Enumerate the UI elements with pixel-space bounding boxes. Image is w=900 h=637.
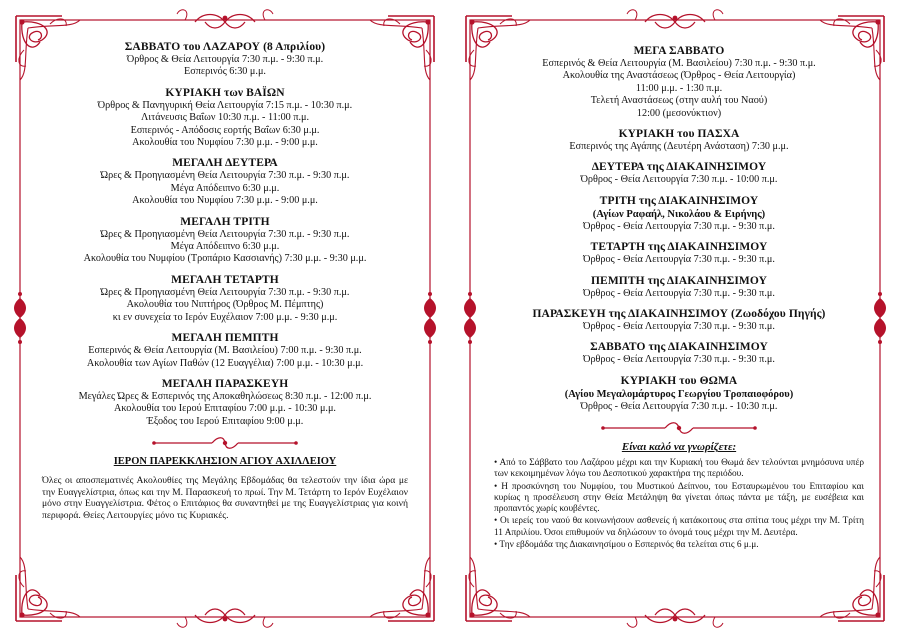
service-line: Λιτάνευσις Βαΐων 10:30 π.μ. - 11:00 π.μ. [140, 112, 310, 124]
right-page [450, 0, 900, 637]
service-line: Εσπερινός & Θεία Λειτουργία (Μ. Βασιλείου) 7:00 π.μ. - 9:30 π.μ. [88, 345, 362, 357]
day-block [494, 307, 864, 333]
day-title: ΤΕΤΑΡΤΗ της ΔΙΑΚΑΙΝΗΣΙΜΟΥ [590, 241, 768, 254]
service-line: Ώρες & Προηγιασμένη Θεία Λειτουργία 7:30 π.μ. - 9:30 π.μ. [100, 170, 350, 182]
day-block [494, 240, 864, 266]
service-line: Μέγα Απόδειπνο 6:30 μ.μ. [170, 241, 280, 253]
day-title: ΣΑΒΒΑΤΟ του ΛΑΖΑΡΟΥ (8 Απριλίου) [124, 41, 326, 53]
service-line: Όρθρος - Θεία Λειτουργία 7:30 π.μ. - 10:30 π.μ. [580, 400, 778, 412]
day-title: ΠΑΡΑΣΚΕΥΗ της ΔΙΑΚΑΙΝΗΣΙΜΟΥ (Ζωοδόχου Πηγής) [532, 308, 826, 321]
day-title: ΚΥΡΙΑΚΗ των ΒΑΪΩΝ [165, 86, 285, 99]
service-line: Όρθρος - Θεία Λειτουργία 7:30 π.μ. - 9:30 π.μ. [583, 254, 775, 266]
service-line: Όρθρος - Θεία Λειτουργία 7:30 π.μ. - 10:00 π.μ. [580, 174, 778, 186]
divider-ornament [150, 436, 300, 450]
day-title: ΔΕΥΤΕΡΑ της ΔΙΑΚΑΙΝΗΣΙΜΟΥ [591, 161, 767, 174]
info-title: Είναι καλό να γνωρίζετε: [621, 441, 737, 454]
day-title: ΜΕΓΑΛΗ ΤΕΤΑΡΤΗ [171, 273, 279, 286]
day-title: ΜΕΓΑΛΗ ΤΡΙΤΗ [180, 215, 270, 228]
service-line: Εσπερινός & Θεία Λειτουργία (Μ. Βασιλείου) 7:30 π.μ. - 9:30 π.μ. [542, 58, 816, 69]
info-item: • Οι ιερείς του ναού θα κοινωνήσουν ασθενείς ή κατάκοιτους στα σπίτια τους μέχρι την Μ. Τρίτη 11 Απριλίου. Όσοι επιθυμούν να δηλώσουν το όνομά τους μέχρι την Μ. Δευτέρα. [494, 516, 864, 538]
day-block [494, 127, 864, 153]
day-list [40, 40, 410, 428]
service-line: Ώρες & Προηγιασμένη Θεία Λειτουργία 7:30 π.μ. - 9:30 π.μ. [100, 286, 350, 298]
day-block [40, 156, 410, 207]
day-block [40, 331, 410, 370]
divider-ornament [599, 421, 759, 435]
chapel-text: Όλες οι αποσπεματινές Ακολουθίες της Μεγάλης Εβδομάδας θα τελεστούν την ίδια ώρα με την Ευαγγελίστρια, όπως και την Μ. Παρασκευή το πρωί. Την Μ. Τετάρτη το Ιερόν Ευχέλαιον μόνο στην Ευαγγελίστρια. Φέτος ο Επιτάφιος θα συναντηθεί με της Ευαγγελίστριας για κοινή περιφορά. Θείες Λειτουργίες μόνο τις Κυριακές. [42, 475, 408, 521]
service-line: Ακολουθία του Ιερού Επιταφίου 7:00 μ.μ. - 10:30 μ.μ. [114, 403, 336, 415]
service-line: Ακολουθία του Νιπτήρος (Όρθρος Μ. Πέμπτης) [126, 299, 324, 311]
service-line: Ακολουθία του Νυμφίου (Τροπάριο Κασσιανής) 7:30 μ.μ. - 9:30 μ.μ. [83, 253, 367, 265]
info-item: • Την εβδομάδα της Διακαινησίμου ο Εσπερινός θα τελείται στις 6 μ.μ. [494, 539, 759, 550]
day-block [494, 194, 864, 233]
service-line: Ακολουθία της Αναστάσεως (Όρθρος - Θεία Λειτουργία) [562, 70, 796, 82]
day-title: ΜΕΓΑΛΗ ΔΕΥΤΕΡΑ [172, 157, 278, 170]
day-block [40, 273, 410, 324]
day-block [40, 86, 410, 150]
service-line: Εσπερινός της Αγάπης (Δευτέρη Ανάσταση) 7:30 μ.μ. [569, 141, 789, 153]
chapel-title: ΙΕΡΟΝ ΠΑΡΕΚΚΛΗΣΙΟΝ ΑΓΙΟΥ ΑΧΙΛΛΕΙΟΥ [113, 456, 337, 468]
info-item: • Από το Σάββατο του Λαζάρου μέχρι και την Κυριακή του Θωμά δεν τελούνται μνημόσυνα υπέρ των κεκοιμημένων λόγω του Δεσποτικού χαρακτήρα της περιόδου. [494, 458, 864, 480]
service-line: Όρθρος - Θεία Λειτουργία 7:30 π.μ. - 9:30 π.μ. [583, 287, 775, 299]
day-subtitle: (Αγίου Μεγαλομάρτυρος Γεωργίου Τροπαιοφόρου) [564, 388, 794, 400]
left-schedule [40, 40, 410, 522]
service-line: 12:00 (μεσονύκτιον) [636, 107, 722, 119]
day-block [494, 340, 864, 366]
day-block [40, 377, 410, 428]
day-title: ΣΑΒΒΑΤΟ της ΔΙΑΚΑΙΝΗΣΙΜΟΥ [590, 341, 768, 354]
day-title: ΠΕΜΠΤΗ της ΔΙΑΚΑΙΝΗΣΙΜΟΥ [591, 274, 767, 287]
service-line: Ακολουθία των Αγίων Παθών (12 Ευαγγέλια) 7:00 μ.μ. - 10:30 μ.μ. [86, 357, 364, 369]
right-schedule [494, 44, 864, 552]
day-block [40, 215, 410, 266]
day-block [40, 40, 410, 79]
service-line: Ακολουθία του Νυμφίου 7:30 μ.μ. - 9:00 μ.μ. [132, 137, 318, 149]
service-line: Εσπερινός - Απόδοσις εορτής Βαΐων 6:30 μ.μ. [130, 124, 320, 136]
service-line: Ώρες & Προηγιασμένη Θεία Λειτουργία 7:30 π.μ. - 9:30 π.μ. [100, 228, 350, 240]
service-line: 11:00 μ.μ. - 1:30 π.μ. [635, 82, 723, 94]
day-block [494, 44, 864, 120]
service-line: Μέγα Απόδειπνο 6:30 μ.μ. [170, 182, 280, 194]
service-line: Όρθρος - Θεία Λειτουργία 7:30 π.μ. - 9:30 π.μ. [583, 321, 775, 333]
service-line: Ακολουθία του Νυμφίου 7:30 μ.μ. - 9:00 μ.μ. [132, 195, 318, 207]
info-list [494, 458, 864, 551]
service-line: Έξοδος του Ιερού Επιταφίου 9:00 μ.μ. [146, 415, 304, 427]
day-title: ΜΕΓΑ ΣΑΒΒΑΤΟ [633, 45, 725, 57]
day-title: ΤΡΙΤΗ της ΔΙΑΚΑΙΝΗΣΙΜΟΥ [599, 194, 759, 207]
day-block [494, 274, 864, 300]
day-block [494, 160, 864, 186]
service-line: Μεγάλες Ώρες & Εσπερινός της Αποκαθηλώσεως 8:30 π.μ. - 12:00 π.μ. [78, 390, 372, 402]
day-list [494, 44, 864, 413]
service-line: Όρθρος & Πανηγυρική Θεία Λειτουργία 7:15 π.μ. - 10:30 π.μ. [97, 99, 353, 111]
day-title: ΜΕΓΑΛΗ ΠΕΜΠΤΗ [171, 332, 279, 345]
day-subtitle: (Αγίων Ραφαήλ, Νικολάου & Ειρήνης) [592, 208, 766, 220]
service-line: Εσπερινός 6:30 μ.μ. [184, 66, 266, 78]
service-line: Όρθρος - Θεία Λειτουργία 7:30 π.μ. - 9:30 π.μ. [583, 220, 775, 232]
info-item: • Η προσκύνηση του Νυμφίου, του Μυστικού Δείπνου, του Εσταυρωμένου του Επιταφίου και κυρίως η προσέλευση στην Θεία Μετάληψη θα γίνεται όπως πάντα με τάξη, με ευσέβεια και προπαντός χωρίς κουβέντες. [494, 481, 864, 515]
service-line: κι εν συνεχεία το Ιερόν Ευχέλαιον 7:00 μ.μ. - 9:30 μ.μ. [112, 311, 338, 323]
day-block [494, 374, 864, 413]
service-line: Τελετή Αναστάσεως (στην αυλή του Ναού) [590, 95, 768, 107]
day-title: ΜΕΓΑΛΗ ΠΑΡΑΣΚΕΥΗ [161, 377, 289, 390]
day-title: ΚΥΡΙΑΚΗ του ΘΩΜΑ [620, 374, 738, 387]
service-line: Όρθρος & Θεία Λειτουργία 7:30 π.μ. - 9:30 π.μ. [126, 54, 324, 65]
service-line: Όρθρος - Θεία Λειτουργία 7:30 π.μ. - 9:30 π.μ. [583, 354, 775, 366]
day-title: ΚΥΡΙΑΚΗ του ΠΑΣΧΑ [618, 128, 740, 141]
